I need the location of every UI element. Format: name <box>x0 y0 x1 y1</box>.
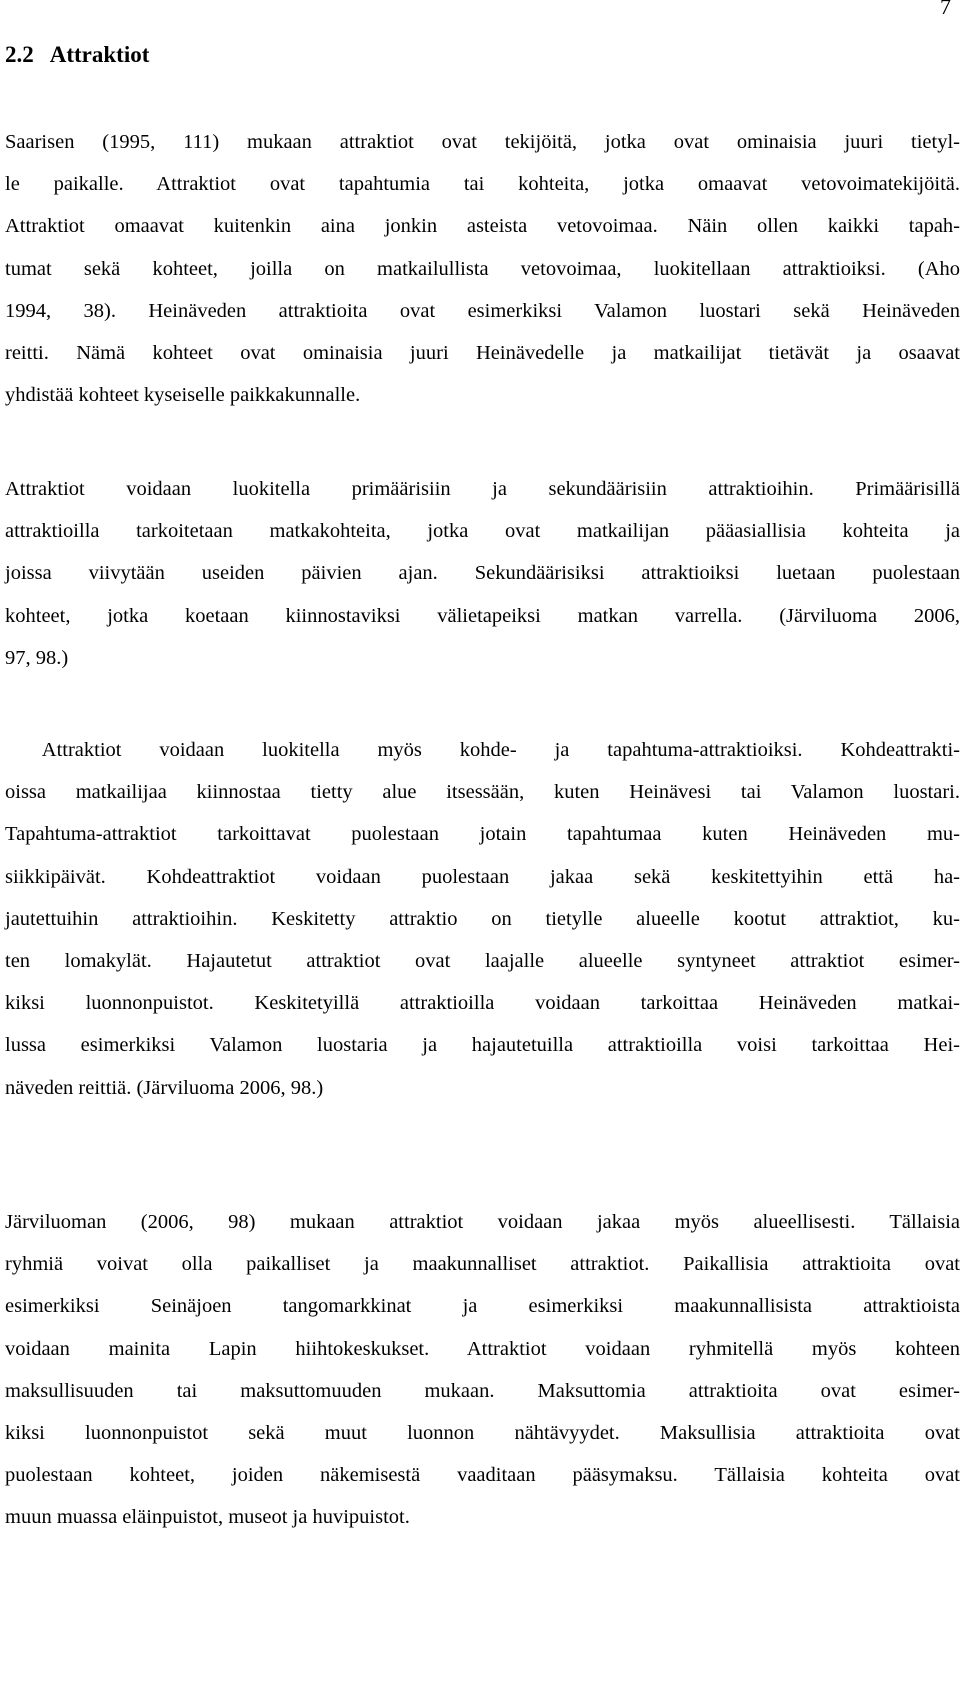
section-heading <box>5 40 149 70</box>
paragraph-line: kohteet, jotka koetaan kiinnostaviksi välietapeiksi matkan varrella. (Järviluoma 2006, <box>5 604 960 627</box>
page-number: 7 <box>940 0 951 19</box>
paragraph-line: jautettuihin attraktioihin. Keskitetty attraktio on tietylle alueelle kootut attraktiot, ku- <box>5 907 960 930</box>
paragraph-1 <box>5 121 960 416</box>
paragraph-line: le paikalle. Attraktiot ovat tapahtumia tai kohteita, jotka omaavat vetovoimatekijöitä. <box>5 173 960 196</box>
paragraph-line: maksullisuuden tai maksuttomuuden mukaan. Maksuttomia attraktioita ovat esimer- <box>5 1379 960 1402</box>
paragraph-line: puolestaan kohteet, joiden näkemisestä vaaditaan pääsymaksu. Tällaisia kohteita ovat <box>5 1464 960 1487</box>
paragraph-2 <box>5 468 960 679</box>
paragraph-line: Saarisen (1995, 111) mukaan attraktiot ovat tekijöitä, jotka ovat ominaisia juuri tietyl- <box>5 131 960 153</box>
paragraph-line: siikkipäivät. Kohdeattraktiot voidaan puolestaan jakaa sekä keskitettyihin että ha- <box>5 865 960 888</box>
paragraph-line: reitti. Nämä kohteet ovat ominaisia juuri Heinävedelle ja matkailijat tietävät ja osaavat <box>5 341 960 364</box>
paragraph-line: joissa viivytään useiden päivien ajan. Sekundäärisiksi attraktioiksi luetaan puolestaan <box>5 562 960 585</box>
paragraph-line: 1994, 38). Heinäveden attraktioita ovat esimerkiksi Valamon luostari sekä Heinäveden <box>5 299 960 322</box>
section-title: Attraktiot <box>49 42 150 67</box>
paragraph-line: Attraktiot omaavat kuitenkin aina jonkin asteista vetovoimaa. Näin ollen kaikki tapah- <box>5 215 960 238</box>
paragraph-3 <box>5 729 960 1109</box>
paragraph-line: voidaan mainita Lapin hiihtokeskukset. Attraktiot voidaan ryhmitellä myös kohteen <box>5 1337 960 1360</box>
paragraph-line: oissa matkailijaa kiinnostaa tietty alue itsessään, kuten Heinävesi tai Valamon luostari. <box>5 781 960 804</box>
paragraph-line: Järviluoman (2006, 98) mukaan attraktiot voidaan jakaa myös alueellisesti. Tällaisia <box>5 1211 960 1233</box>
paragraph-line: tumat sekä kohteet, joilla on matkailullista vetovoimaa, luokitellaan attraktioiksi. (Aho <box>5 257 960 280</box>
paragraph-line: 97, 98.) <box>5 646 69 669</box>
paragraph-line: näveden reittiä. (Järviluoma 2006, 98.) <box>5 1076 324 1099</box>
paragraph-4 <box>5 1201 960 1539</box>
paragraph-line: Tapahtuma-attraktiot tarkoittavat puolestaan jotain tapahtumaa kuten Heinäveden mu- <box>5 823 960 846</box>
paragraph-line: Attraktiot voidaan luokitella myös kohde- ja tapahtuma-attraktioiksi. Kohdeattrakti- <box>5 739 960 761</box>
paragraph-line: kiksi luonnonpuistot. Keskitetyillä attraktioilla voidaan tarkoittaa Heinäveden matkai- <box>5 992 960 1015</box>
paragraph-line: kiksi luonnonpuistot sekä muut luonnon nähtävyydet. Maksullisia attraktioita ovat <box>5 1421 960 1444</box>
paragraph-line: yhdistää kohteet kyseiselle paikkakunnalle. <box>5 384 361 407</box>
paragraph-line: Attraktiot voidaan luokitella primäärisiin ja sekundäärisiin attraktioihin. Primäärisillä <box>5 478 960 500</box>
section-number: 2.2 <box>5 42 34 67</box>
paragraph-line: ryhmiä voivat olla paikalliset ja maakunnalliset attraktiot. Paikallisia attraktioita ovat <box>5 1253 960 1276</box>
paragraph-line: lussa esimerkiksi Valamon luostaria ja hajautetuilla attraktioilla voisi tarkoittaa Hei- <box>5 1034 960 1057</box>
paragraph-line: attraktioilla tarkoitetaan matkakohteita, jotka ovat matkailijan pääasiallisia kohteita ja <box>5 520 960 543</box>
paragraph-line: ten lomakylät. Hajautetut attraktiot ovat laajalle alueelle syntyneet attraktiot esimer- <box>5 949 960 972</box>
paragraph-line: esimerkiksi Seinäjoen tangomarkkinat ja esimerkiksi maakunnallisista attraktioista <box>5 1295 960 1318</box>
paragraph-line: muun muassa eläinpuistot, museot ja huvipuistot. <box>5 1506 410 1529</box>
